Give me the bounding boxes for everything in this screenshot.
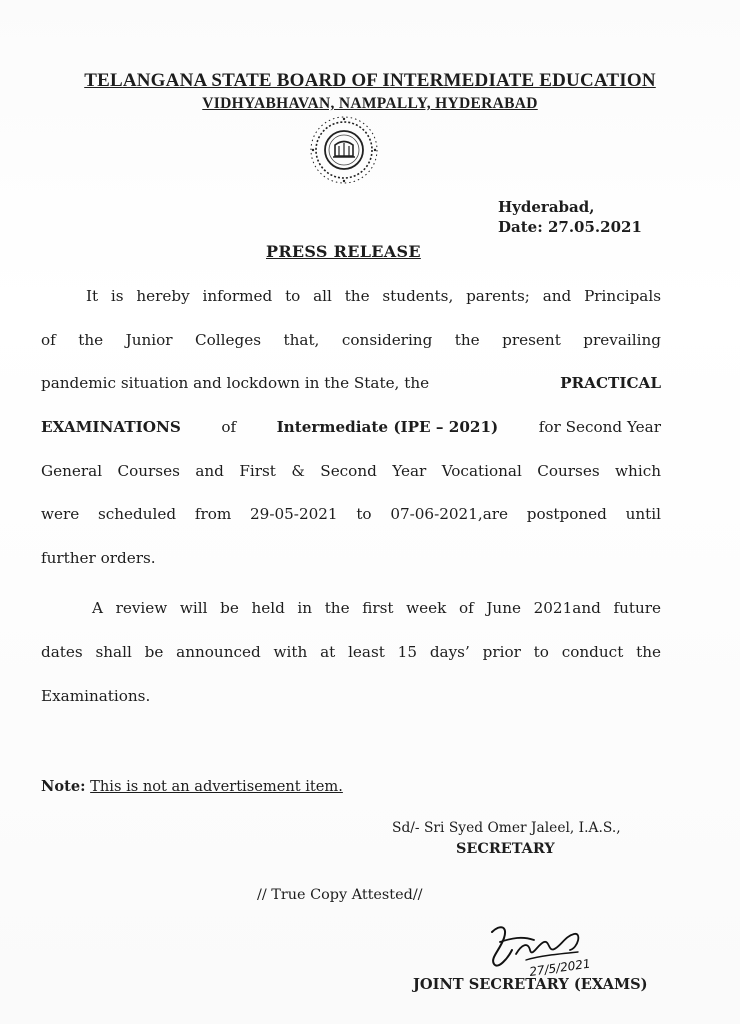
organization-name: TELANGANA STATE BOARD OF INTERMEDIATE EDUCATION <box>84 70 656 91</box>
press-release-title: PRESS RELEASE <box>266 242 421 261</box>
paragraph-1-line-1: It is hereby informed to all the students, parents; and Principals <box>86 287 661 305</box>
release-place: Hyderabad, <box>498 198 595 216</box>
paragraph-1-line-7: further orders. <box>41 549 156 567</box>
paragraph-2-line-1: A review will be held in the first week of June 2021and future <box>92 599 661 617</box>
paragraph-1-line-6: were scheduled from 29-05-2021 to 07-06-2021,are postponed until <box>41 505 661 523</box>
paragraph-1-line-5: General Courses and First & Second Year Vocational Courses which <box>41 462 661 480</box>
note <box>41 778 343 795</box>
note-label: Note: <box>41 778 86 795</box>
ipe-2021-emphasis: Intermediate (IPE – 2021) <box>276 418 499 436</box>
paragraph-1-line-4-of: of <box>221 418 237 436</box>
paragraph-1-line-4 <box>41 418 661 436</box>
signatory-designation: SECRETARY <box>456 840 555 857</box>
handwritten-signature <box>478 914 618 984</box>
practical-emphasis: PRACTICAL <box>560 374 661 392</box>
release-date: Date: 27.05.2021 <box>498 218 642 236</box>
examinations-emphasis: EXAMINATIONS <box>41 418 181 436</box>
paragraph-1-line-3 <box>41 374 661 392</box>
joint-secretary-designation: JOINT SECRETARY (EXAMS) <box>413 976 648 993</box>
true-copy-attested: // True Copy Attested// <box>257 887 423 903</box>
paragraph-1-line-3-text: pandemic situation and lockdown in the State, the <box>41 374 430 392</box>
signature-date: 27/5/2021 <box>528 956 592 979</box>
paragraph-2-line-2: dates shall be announced with at least 15 days’ prior to conduct the <box>41 643 661 661</box>
paragraph-2-line-3: Examinations. <box>41 687 151 705</box>
paragraph-1-line-4-tail: for Second Year <box>538 418 661 436</box>
paragraph-1-line-2: of the Junior Colleges that, considering the present prevailing <box>41 331 661 349</box>
board-seal-emblem <box>308 114 380 186</box>
note-text: This is not an advertisement item. <box>90 778 343 795</box>
signatory-line: Sd/- Sri Syed Omer Jaleel, I.A.S., <box>392 820 621 836</box>
organization-address: VIDHYABHAVAN, NAMPALLY, HYDERABAD <box>202 95 538 112</box>
